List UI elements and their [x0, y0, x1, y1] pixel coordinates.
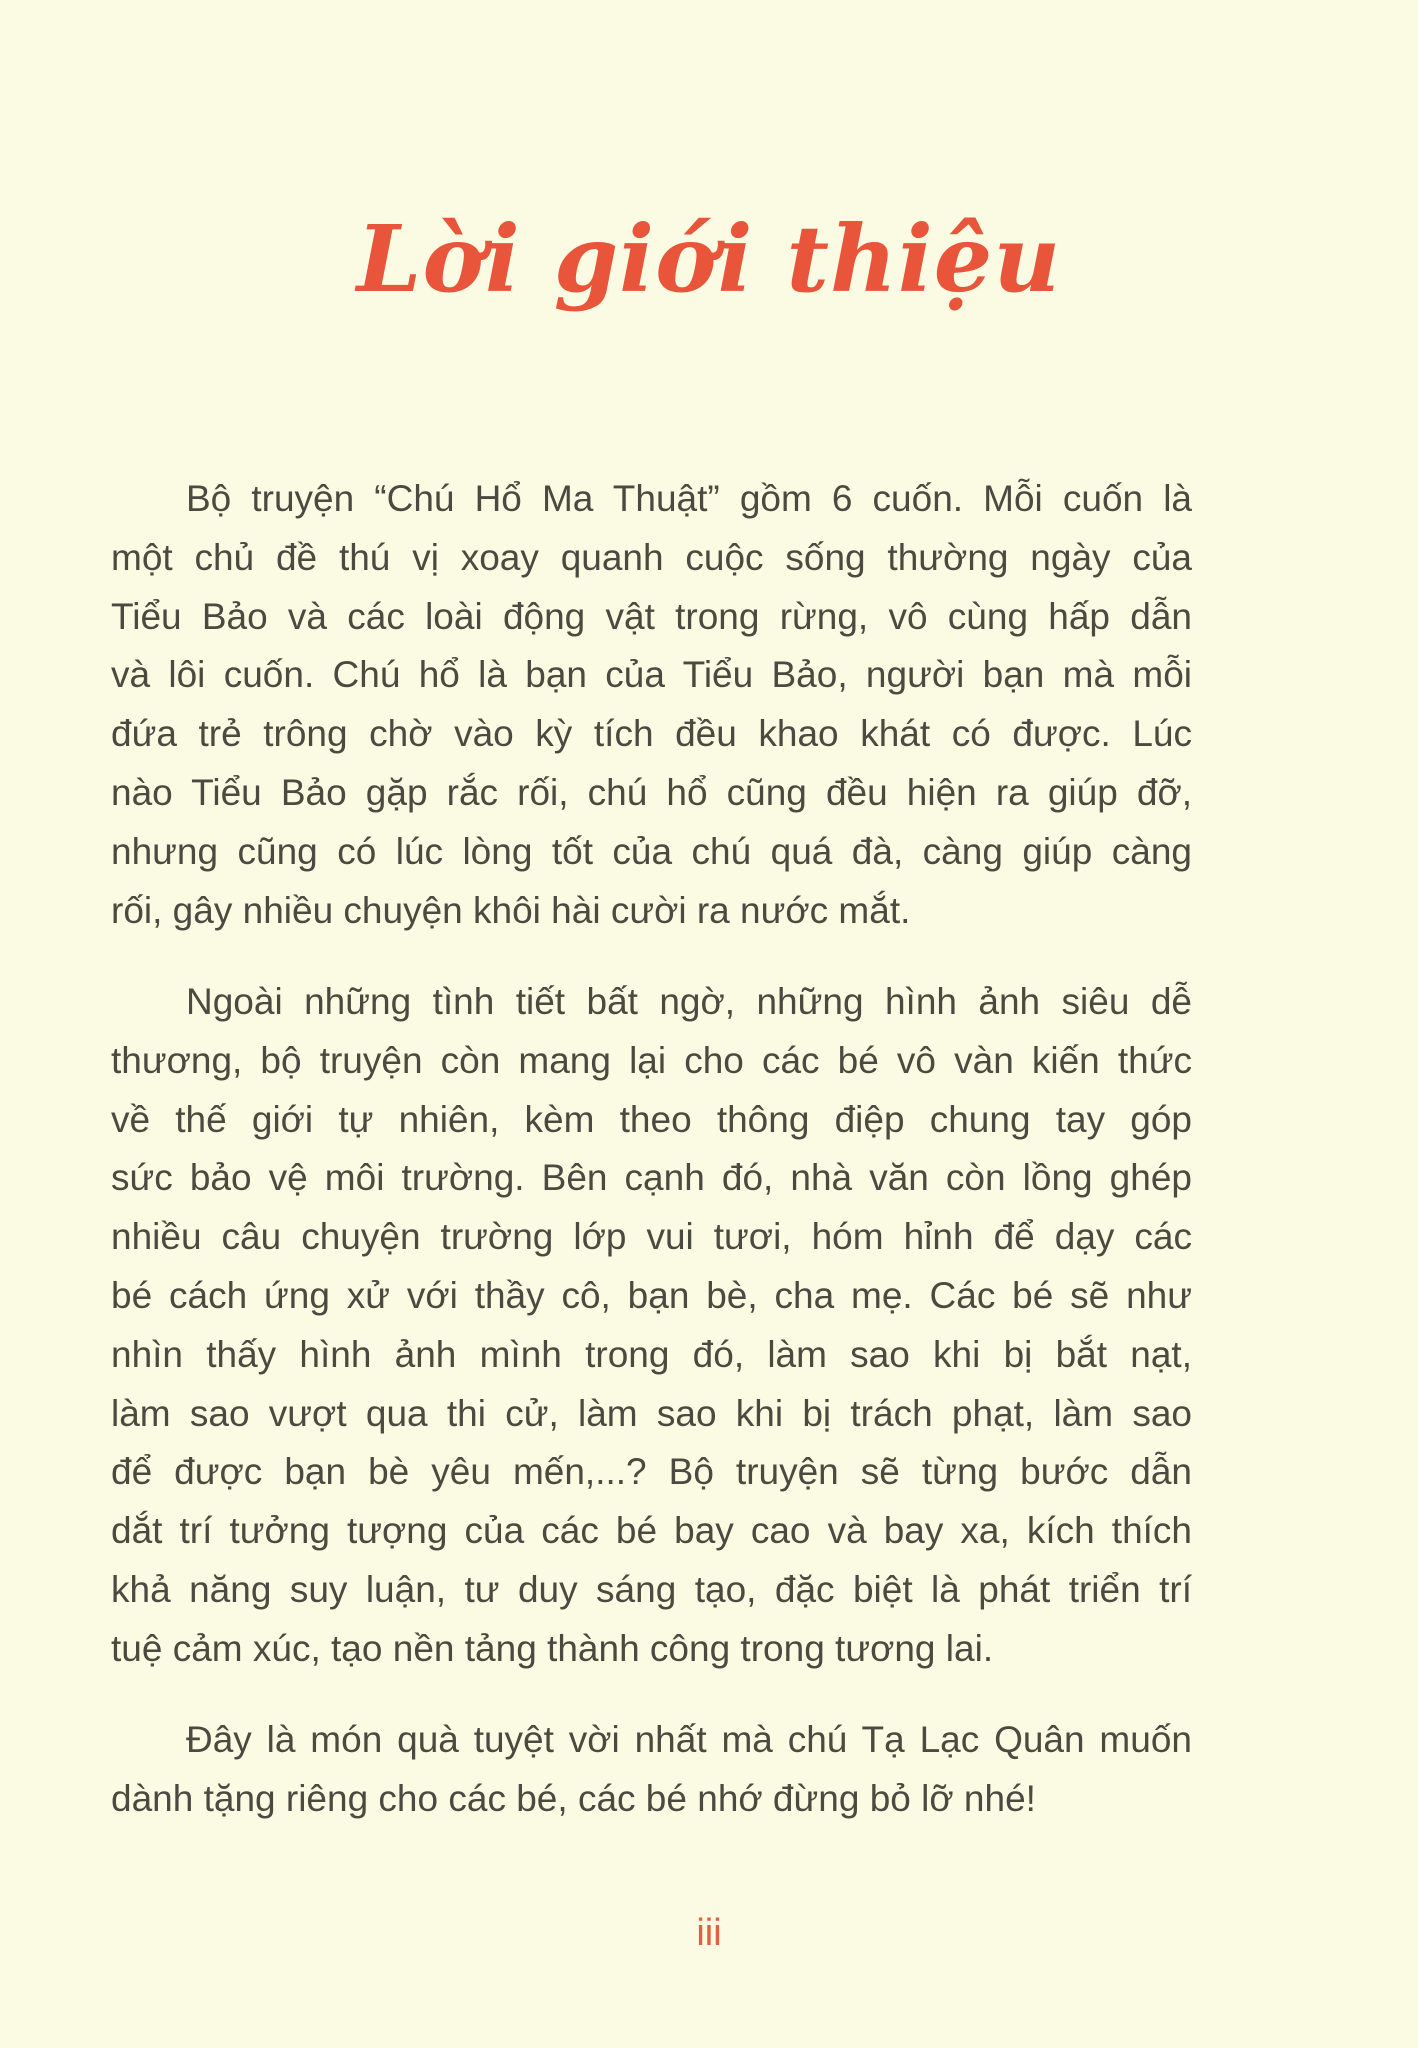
- text-line: Ngoài những tình tiết bất ngờ, những hình ảnh siêu dễ: [186, 981, 1192, 1022]
- text-line: làm sao vượt qua thi cử, làm sao khi bị trách phạt, làm sao: [111, 1392, 1192, 1434]
- page-number: iii: [696, 1912, 722, 1954]
- paragraph-2: [111, 973, 1192, 1679]
- text-line: thương, bộ truyện còn mang lại cho các bé vô vàn kiến thức: [111, 1039, 1192, 1081]
- text-line: để được bạn bè yêu mến,...? Bộ truyện sẽ từng bước dẫn: [111, 1451, 1192, 1493]
- text-line: sức bảo vệ môi trường. Bên cạnh đó, nhà văn còn lồng ghép: [111, 1157, 1192, 1199]
- text-line: khả năng suy luận, tư duy sáng tạo, đặc biệt là phát triển trí: [111, 1568, 1192, 1610]
- paragraph-1: [111, 470, 1192, 940]
- text-line: nhiều câu chuyện trường lớp vui tươi, hóm hỉnh để dạy các: [111, 1216, 1192, 1258]
- text-line: bé cách ứng xử với thầy cô, bạn bè, cha mẹ. Các bé sẽ như: [111, 1274, 1192, 1316]
- text-line: về thế giới tự nhiên, kèm theo thông điệp chung tay góp: [111, 1098, 1192, 1140]
- text-line: và lôi cuốn. Chú hổ là bạn của Tiểu Bảo, người bạn mà mỗi: [111, 654, 1192, 696]
- text-line: nào Tiểu Bảo gặp rắc rối, chú hổ cũng đều hiện ra giúp đỡ,: [111, 771, 1192, 813]
- text-line: dắt trí tưởng tượng của các bé bay cao và bay xa, kích thích: [111, 1510, 1192, 1552]
- text-line: tuệ cảm xúc, tạo nền tảng thành công trong tương lai.: [111, 1627, 994, 1669]
- text-line: Tiểu Bảo và các loài động vật trong rừng, vô cùng hấp dẫn: [111, 595, 1192, 637]
- page-title: Lời giới thiệu: [356, 205, 1062, 313]
- text-line: đứa trẻ trông chờ vào kỳ tích đều khao khát có được. Lúc: [111, 713, 1192, 755]
- text-line: nhìn thấy hình ảnh mình trong đó, làm sao khi bị bắt nạt,: [111, 1333, 1192, 1375]
- text-line: Đây là món quà tuyệt vời nhất mà chú Tạ Lạc Quân muốn: [186, 1719, 1192, 1760]
- text-line: nhưng cũng có lúc lòng tốt của chú quá đà, càng giúp càng: [111, 830, 1192, 872]
- text-line: rối, gây nhiều chuyện khôi hài cười ra nước mắt.: [111, 889, 911, 931]
- text-line: dành tặng riêng cho các bé, các bé nhớ đừng bỏ lỡ nhé!: [111, 1777, 1036, 1819]
- paragraph-3: [111, 1711, 1192, 1829]
- text-line: Bộ truyện “Chú Hổ Ma Thuật” gồm 6 cuốn. Mỗi cuốn là: [186, 478, 1192, 519]
- text-line: một chủ đề thú vị xoay quanh cuộc sống thường ngày của: [111, 536, 1192, 578]
